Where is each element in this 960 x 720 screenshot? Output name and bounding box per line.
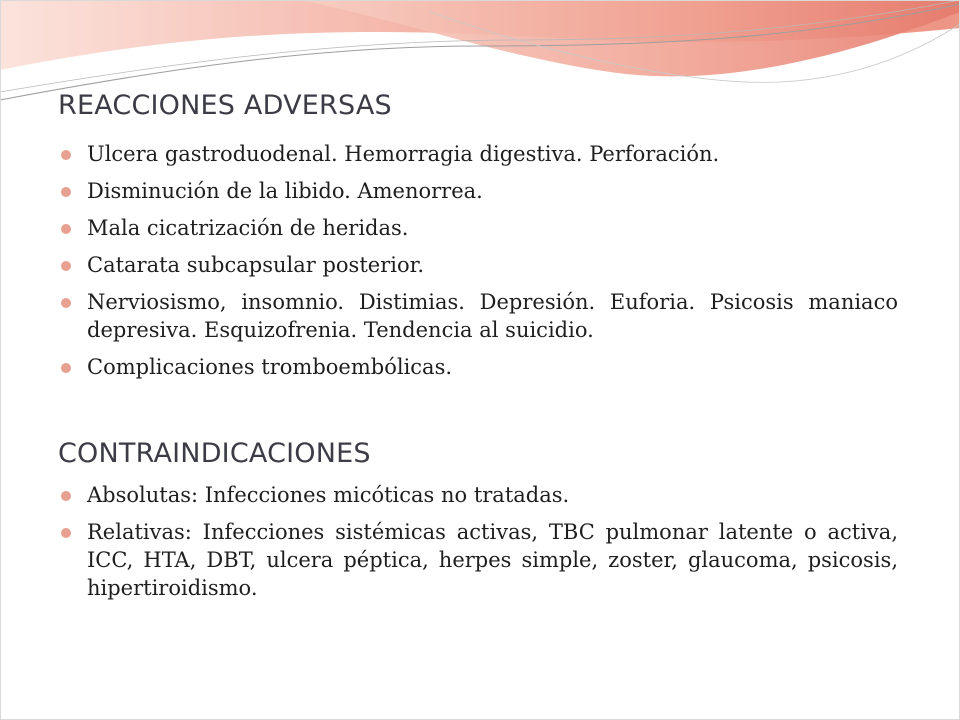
reactions-item-text: Disminución de la libido. Amenorrea. (87, 179, 483, 203)
reactions-heading: REACCIONES ADVERSAS (58, 90, 392, 121)
contraindications-item-text: Relativas: Infecciones sistémicas activas, TBC pulmonar latente o activa, ICC, HTA, DBT, ulcera péptica, herpes simple, zoster, glaucoma, psicosis, hipertiroidismo. (87, 520, 898, 600)
reactions-item-text: Nerviosismo, insomnio. Distimias. Depresión. Euforia. Psicosis maniaco depresiva. Esquizofrenia. Tendencia al suicidio. (87, 290, 898, 342)
bullet-dot-icon (61, 187, 71, 197)
reactions-item-text: Mala cicatrización de heridas. (87, 216, 409, 240)
contraindications-heading: CONTRAINDICACIONES (58, 438, 371, 469)
contraindications-list-item (58, 518, 898, 602)
bullet-dot-icon (61, 261, 71, 271)
reactions-list-item (58, 353, 898, 381)
reactions-item-text: Complicaciones tromboembólicas. (87, 355, 453, 379)
bullet-dot-icon (61, 298, 71, 308)
bullet-dot-icon (61, 491, 71, 501)
reactions-list-item (58, 140, 898, 168)
reactions-list-item (58, 214, 898, 242)
reactions-item-text: Catarata subcapsular posterior. (87, 253, 424, 277)
reactions-list-item (58, 251, 898, 279)
reactions-list (58, 140, 898, 390)
contraindications-item-text: Absolutas: Infecciones micóticas no tratadas. (87, 483, 570, 507)
bullet-dot-icon (61, 528, 71, 538)
reactions-list-item (58, 177, 898, 205)
reactions-item-text: Ulcera gastroduodenal. Hemorragia digestiva. Perforación. (87, 142, 720, 166)
reactions-list-item (58, 288, 898, 344)
contraindications-list (58, 481, 898, 611)
bullet-dot-icon (61, 363, 71, 373)
bullet-dot-icon (61, 150, 71, 160)
contraindications-list-item (58, 481, 898, 509)
bullet-dot-icon (61, 224, 71, 234)
